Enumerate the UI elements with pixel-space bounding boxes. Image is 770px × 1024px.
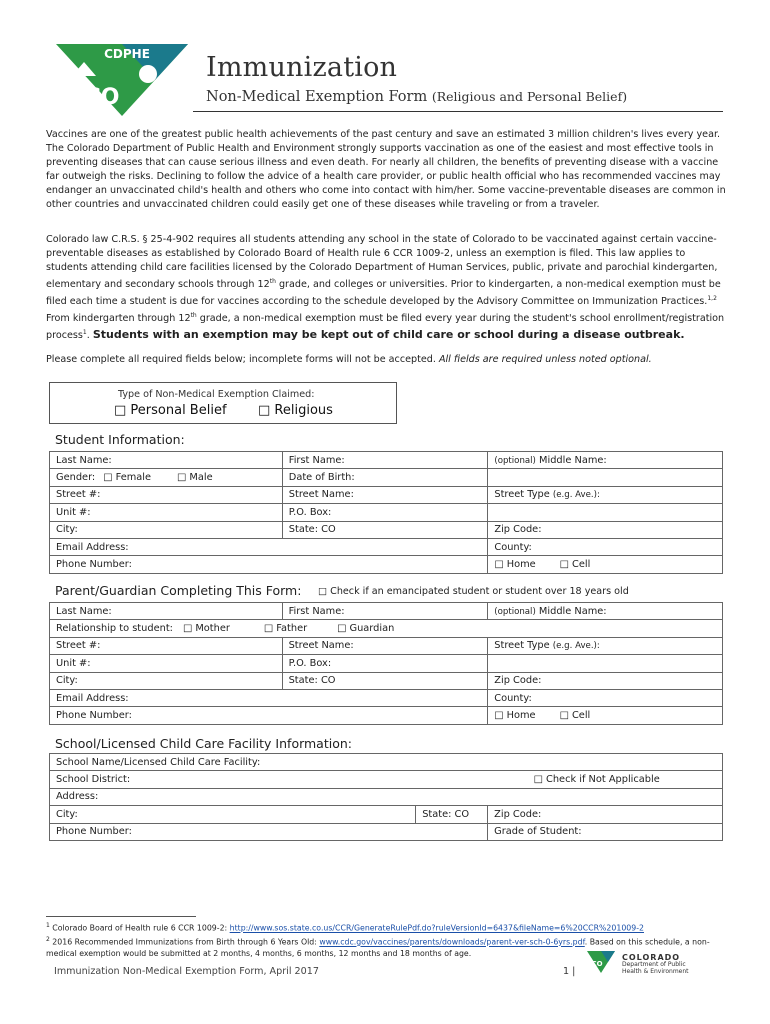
footer-brand-line1: Department of Public [622,961,686,968]
parent-street-type-field[interactable] [488,637,723,654]
parent-info-heading: Parent/Guardian Completing This Form: [55,583,302,598]
instructions-italic: All fields are required unless noted optional. [438,354,652,365]
father-checkbox[interactable]: □ Father [263,623,308,635]
header-rule [193,111,723,112]
student-street-number-field[interactable]: Street #: [50,486,283,503]
student-empty-cell-2 [488,504,723,521]
student-home-checkbox[interactable]: □ Home [494,559,536,571]
parent-zip-field[interactable]: Zip Code: [488,672,723,689]
parent-po-box-field[interactable]: P.O. Box: [282,655,488,672]
instructions-text: Please complete all required fields below; incomplete forms will not be accepted. [46,354,439,365]
student-unit-field[interactable]: Unit #: [50,504,283,521]
p2-sup4: 1 [82,329,87,336]
p2-e: . [86,330,93,342]
street-type-eg: (e.g. Ave.): [552,490,600,501]
not-applicable-checkbox[interactable]: □ Check if Not Applicable [488,771,723,788]
student-info-table [49,451,723,574]
fn1-text: Colorado Board of Health rule 6 CCR 1009-2: [49,923,230,933]
outbreak-warning: Students with an exemption may be kept out of child care or school during a disease outbreak. [92,328,685,342]
footer-cdphe-logo [586,950,616,974]
street-type-eg: (e.g. Ave.): [552,641,600,652]
fn2-rest: . Based on this schedule, a non-medical exemption would be submitted at 2 months, 4 months, 6 months, 12 months and 18 months of age. [46,937,710,959]
student-middle-name-field[interactable] [488,452,723,469]
fn1-link[interactable]: http://www.sos.state.co.us/CCR/GenerateRulePdf.do?ruleVersionId=6437&fileName=6%20CCR%201009-2 [229,923,644,933]
optional-label: (optional) [494,606,536,617]
school-info-heading: School/Licensed Child Care Facility Information: [55,736,352,751]
p2-c: From kindergarten through 12 [46,313,191,325]
fn2-link[interactable]: www.cdc.gov/vaccines/parents/downloads/parent-ver-sch-0-6yrs.pdf [319,937,585,947]
student-city-field[interactable]: City: [50,521,283,538]
optional-label: (optional) [494,455,536,466]
street-type-label: Street Type [494,489,550,501]
student-street-type-field[interactable] [488,486,723,503]
parent-empty-cell [488,655,723,672]
p2-sup2: 1,2 [707,294,717,302]
street-type-label: Street Type [494,640,550,652]
religious-checkbox[interactable]: □ Religious [258,403,333,418]
parent-middle-name-field[interactable] [488,603,723,620]
parent-email-field[interactable]: Email Address: [50,689,488,706]
fn2-number: 2 [46,936,50,943]
parent-home-checkbox[interactable]: □ Home [494,710,536,722]
p2-a: Colorado law C.R.S. § 25-4-902 requires all students attending any school in the state of Colorado to be vaccinated against certain vaccine-preventable diseases as established by Colorado Board of Health rule 6 CCR 1009-2, unless an exemption is filed. This law applies to students attending child care facilities licensed by the Colorado Department of Human Services, public, private and parochial kindergarten, elementary and secondary schools through 12 [46,234,718,290]
parent-info-table [49,602,723,725]
logo-letters: CO [84,85,120,110]
footer-brand [622,954,689,975]
exemption-type-title: Type of Non-Medical Exemption Claimed: [118,389,315,400]
parent-phone-type [488,707,723,724]
footer-brand-line2: Health & Environment [622,968,689,975]
personal-belief-checkbox[interactable]: □ Personal Belief [114,403,227,418]
parent-unit-field[interactable]: Unit #: [50,655,283,672]
parent-last-name-field[interactable]: Last Name: [50,603,283,620]
school-city-field[interactable]: City: [50,806,416,823]
student-po-box-field[interactable]: P.O. Box: [282,504,488,521]
fn2-text: 2016 Recommended Immunizations from Birth through 6 Years Old: [49,937,320,947]
school-zip-field[interactable]: Zip Code: [488,806,723,823]
page-title: Immunization [206,52,398,83]
p2-sup3: th [190,311,197,319]
student-cell-checkbox[interactable]: □ Cell [559,559,591,571]
fn1-number: 1 [46,922,50,929]
mother-checkbox[interactable]: □ Mother [182,623,230,635]
student-county-field[interactable]: County: [488,538,723,555]
intro-paragraph-2 [46,233,726,343]
gender-label: Gender: [56,472,96,484]
student-empty-cell [488,469,723,486]
parent-phone-field[interactable]: Phone Number: [50,707,488,724]
footnote-rule [46,916,196,917]
relationship-label: Relationship to student: [56,623,173,635]
subtitle-main: Non-Medical Exemption Form [206,89,428,105]
guardian-checkbox[interactable]: □ Guardian [337,623,395,635]
parent-street-name-field[interactable]: Street Name: [282,637,488,654]
intro-paragraph-1: Vaccines are one of the greatest public health achievements of the past century and save an estimated 3 million children's lives every year. The Colorado Department of Public Health and Environment strongly supports vaccination as one of the easiest and most effective tools in preventing diseases that can cause serious illness and even death. For nearly all children, the benefits of preventing disease with a vaccine far outweigh the risks. Declining to follow the advice of a health care provider, or public health official who has recommended vaccines may endanger an unvaccinated child's health and others who come into contact with him/her. Some vaccine-preventable diseases are common in other countries and unvaccinated children could easily get one of these diseases while traveling or from a traveler. [46,129,726,210]
student-info-heading: Student Information: [55,432,185,447]
parent-state-field: State: CO [282,672,488,689]
student-dob-field[interactable]: Date of Birth: [282,469,488,486]
student-street-name-field[interactable]: Street Name: [282,486,488,503]
middle-name-label: Middle Name: [535,454,607,466]
exemption-type-box [49,382,397,424]
school-district-field[interactable]: School District: [50,771,488,788]
logo-text: CDPHE [104,47,150,61]
female-checkbox[interactable]: □ Female [103,472,152,484]
page-subtitle [206,89,627,105]
emancipated-checkbox[interactable]: □ Check if an emancipated student or student over 18 years old [318,586,629,597]
school-phone-field[interactable]: Phone Number: [50,823,488,840]
p2-b: grade, and colleges or universities. Prior to kindergarten, a non-medical exemption must be filed each time a student is due for vaccines according to the schedule developed by the Advisory Committee on Immunization Practices. [46,278,721,307]
student-phone-type [488,556,723,573]
student-first-name-field[interactable]: First Name: [282,452,488,469]
footer-form-name: Immunization Non-Medical Exemption Form, April 2017 [54,966,319,977]
parent-city-field[interactable]: City: [50,672,283,689]
school-state-field: State: CO [416,806,488,823]
grade-field[interactable]: Grade of Student: [488,823,723,840]
instructions [46,353,726,367]
student-gender-field [50,469,283,486]
relationship-field [50,620,723,637]
page-number: 1 | [563,966,576,977]
parent-cell-checkbox[interactable]: □ Cell [559,710,591,722]
parent-county-field[interactable]: County: [488,689,723,706]
school-name-field[interactable]: School Name/Licensed Child Care Facility: [50,754,723,771]
footer-brand-state: COLORADO [622,953,681,962]
student-email-field[interactable]: Email Address: [50,538,488,555]
school-info-table [49,753,723,841]
subtitle-paren: (Religious and Personal Belief) [431,89,628,104]
p2-d: grade, a non-medical exemption must be filed every year during the student's school enrollment/registration process [46,313,725,342]
p2-sup1: th [269,277,276,285]
student-zip-field[interactable]: Zip Code: [488,521,723,538]
parent-street-number-field[interactable]: Street #: [50,637,283,654]
middle-name-label: Middle Name: [535,605,607,617]
footer-logo-letters: CO [591,960,603,968]
school-address-field[interactable]: Address: [50,788,723,805]
parent-first-name-field[interactable]: First Name: [282,603,488,620]
student-phone-field[interactable]: Phone Number: [50,556,488,573]
cdphe-logo [50,42,195,118]
footnote-1 [46,920,726,934]
student-last-name-field[interactable]: Last Name: [50,452,283,469]
student-state-field: State: CO [282,521,488,538]
male-checkbox[interactable]: □ Male [177,472,213,484]
